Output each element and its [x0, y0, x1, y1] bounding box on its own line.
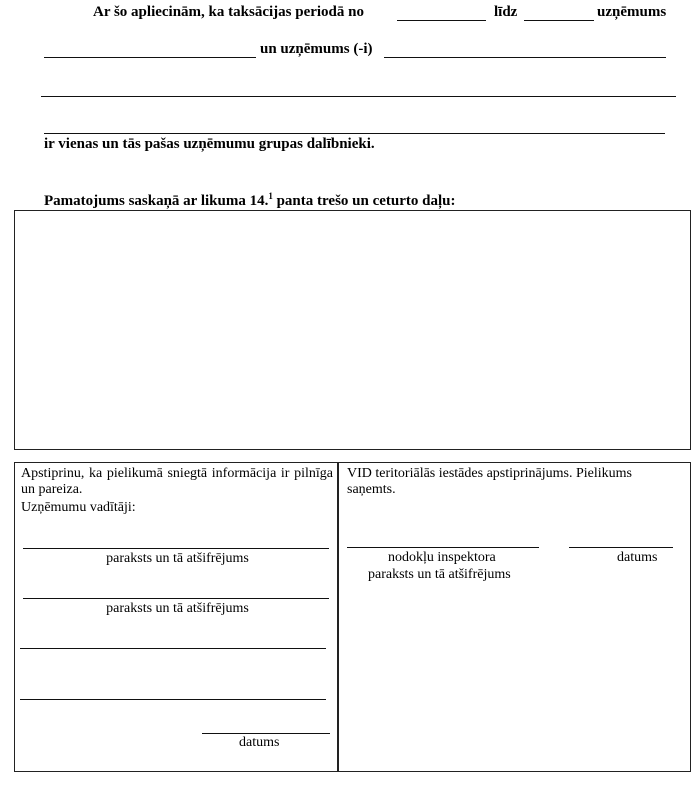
signature-1-field[interactable] [23, 548, 329, 549]
period-to-field[interactable] [524, 20, 594, 21]
basis-label: Pamatojums saskaņā ar likuma 14.$^1$ panta trešo un ceturto daļu: [44, 191, 456, 209]
inspector-caption-1: nodokļu inspektora [388, 550, 496, 565]
companies-continued-field[interactable] [41, 96, 676, 97]
companies-continued-field-2[interactable] [44, 133, 665, 134]
left-date-caption: datums [239, 735, 280, 750]
right-date-field[interactable] [569, 547, 673, 548]
left-approval-statement: Apstiprinu, ka pielikumā sniegtā informācija ir pilnīga un pareiza. [21, 466, 333, 497]
other-companies-field[interactable] [384, 57, 666, 58]
signature-2-field[interactable] [23, 598, 329, 599]
company-name-field[interactable] [44, 57, 256, 58]
right-date-caption: datums [617, 550, 658, 565]
group-members-text: ir vienas un tās pašas uzņēmumu grupas dalībnieki. [44, 136, 375, 152]
left-approval-panel [14, 462, 339, 772]
period-until-label: līdz [494, 4, 518, 20]
period-from-field[interactable] [397, 20, 486, 21]
right-approval-statement: VID teritoriālās iestādes apstiprinājums. Pielikums saņemts. [347, 466, 633, 497]
signature-2-caption: paraksts un tā atšifrējums [106, 601, 249, 616]
signature-4-field[interactable] [20, 699, 326, 700]
left-date-field[interactable] [202, 733, 330, 734]
right-approval-panel [337, 462, 691, 772]
period-text: Ar šo apliecinām, ka taksācijas periodā no [93, 4, 364, 20]
company-label: uzņēmums [597, 4, 667, 20]
other-companies-label: un uzņēmums (-i) [260, 41, 373, 57]
leaders-label: Uzņēmumu vadītāji: [21, 500, 136, 515]
signature-3-field[interactable] [20, 648, 326, 649]
inspector-caption-2: paraksts un tā atšifrējums [368, 567, 511, 582]
signature-1-caption: paraksts un tā atšifrējums [106, 551, 249, 566]
inspector-signature-field[interactable] [347, 547, 539, 548]
basis-textarea[interactable] [14, 210, 691, 450]
